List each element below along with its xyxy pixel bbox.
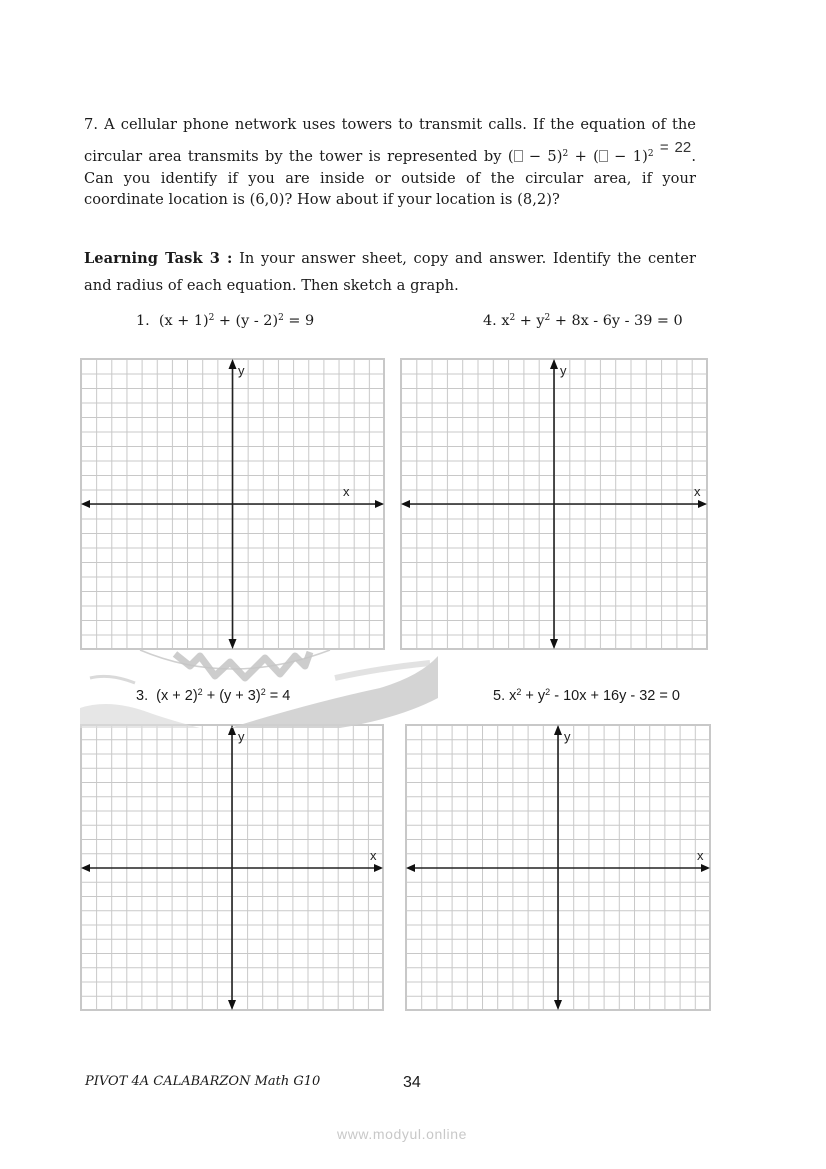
svg-text:y: y xyxy=(564,729,571,744)
coordinate-plane xyxy=(401,359,707,649)
page-number: 34 xyxy=(403,1074,421,1091)
question-7-line-2: circular area transmits by the tower is represented by ( − 5)$^2$ + ( − 1)$^2$ = 22. xyxy=(84,139,697,165)
footer-title: PIVOT 4A CALABARZON Math G10 xyxy=(85,1074,321,1089)
equation-4: 4. $x^2 + y^2 + 8x - 6y - 39 = 0$ xyxy=(483,313,683,329)
svg-text:y: y xyxy=(238,729,245,744)
svg-text:y: y xyxy=(560,363,567,378)
missing-glyph-box-icon xyxy=(599,150,608,162)
equation-1: 1. $(x + 1)^2 + (y - 2)^2 = 9$ xyxy=(136,313,315,329)
coordinate-plane xyxy=(406,725,710,1010)
learning-task-line-2: and radius of each equation. Then sketch a graph. xyxy=(84,277,459,294)
graph-grid-1[interactable] xyxy=(81,359,384,649)
watermark: www.modyul.online xyxy=(337,1126,468,1142)
equation-rhs-image: = 22 xyxy=(659,139,692,156)
coordinate-plane xyxy=(81,725,383,1010)
question-7-line-1: 7. A cellular phone network uses towers to transmit calls. If the equation of the xyxy=(84,116,696,133)
svg-text:x: x xyxy=(697,848,704,863)
svg-text:y: y xyxy=(238,363,245,378)
missing-glyph-box-icon xyxy=(514,150,523,162)
learning-task-heading: Learning Task 3 : xyxy=(84,250,233,267)
coordinate-plane xyxy=(81,359,384,649)
question-7-line-3: Can you identify if you are inside or outside of the circular area, if your xyxy=(84,170,696,187)
graph-grid-3[interactable] xyxy=(81,725,383,1010)
equation-3: 3. $(x + 2)^2 + (y + 3)^2 = 4$ xyxy=(136,687,291,704)
svg-text:x: x xyxy=(343,484,350,499)
equation-5: 5. $x^2 + y^2 - 10x + 16y - 32 = 0$ xyxy=(493,687,680,704)
graph-grid-5[interactable] xyxy=(406,725,710,1010)
question-7-line-4: coordinate location is (6,0)? How about if your location is (8,2)? xyxy=(84,191,560,208)
svg-text:x: x xyxy=(694,484,701,499)
graph-grid-4[interactable] xyxy=(401,359,707,649)
learning-task-line-1: Learning Task 3 : In your answer sheet, copy and answer. Identify the center xyxy=(84,250,696,267)
svg-text:x: x xyxy=(370,848,377,863)
tower-equation: ( − 5)$^2$ + ( − 1)$^2$ = 22 xyxy=(507,139,692,165)
